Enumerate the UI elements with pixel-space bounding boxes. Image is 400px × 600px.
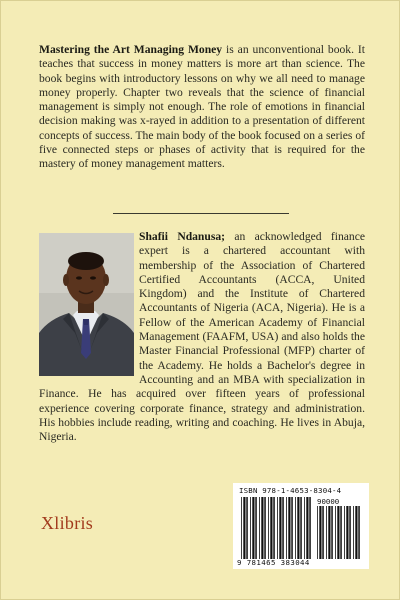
publisher-logo: Xlibris <box>41 513 94 533</box>
isbn-number: ISBN 978-1-4653-8304-4 <box>239 486 342 495</box>
barcode-digits: 9 781465 383044 <box>237 558 310 567</box>
isbn-barcode <box>233 483 369 569</box>
author-name: Shafii Ndanusa; <box>139 230 226 243</box>
book-description <box>39 43 365 172</box>
section-divider <box>113 213 289 214</box>
barcode-bars <box>241 497 313 559</box>
price-code: 90000 <box>317 497 340 506</box>
author-bio-block <box>39 230 365 444</box>
book-description-text: is an unconventional book. It teaches that success in money matters is more art than science. The book begins with introductory lessons on why we all need to manage money properly. Chapter two reveals that the science of financial management is simply not enough. The role of emotions in financial decision making was x-rayed in addition to a presentation of different concepts of success. The main body of the book focused on a series of five connected steps or phases of activity that is required for the mastery of money management matters. <box>39 43 365 171</box>
book-title: Mastering the Art Managing Money <box>39 43 223 56</box>
barcode-supplement-bars <box>317 506 361 559</box>
author-bio-text: an acknowledged finance expert is a chartered accountant with membership of the Association of Chartered Certified Accountants (ACCA, United Kingdom) and the Institute of Chartered Accountants of Nigeria (ACA, Nigeria). He is a Fellow of the American Academy of Financial Management (FAAFM, USA) and also holds the Master Financial Professional (MFP) charter of the Academy. He holds a Bachelor's degree in Accounting and an MBA with specialization in Finance. He has acquired over fifteen years of professional experience covering corporate finance, strategy and administration. His hobbies include reading, writing and coaching. He lives in Abuja, Nigeria. <box>39 230 366 444</box>
